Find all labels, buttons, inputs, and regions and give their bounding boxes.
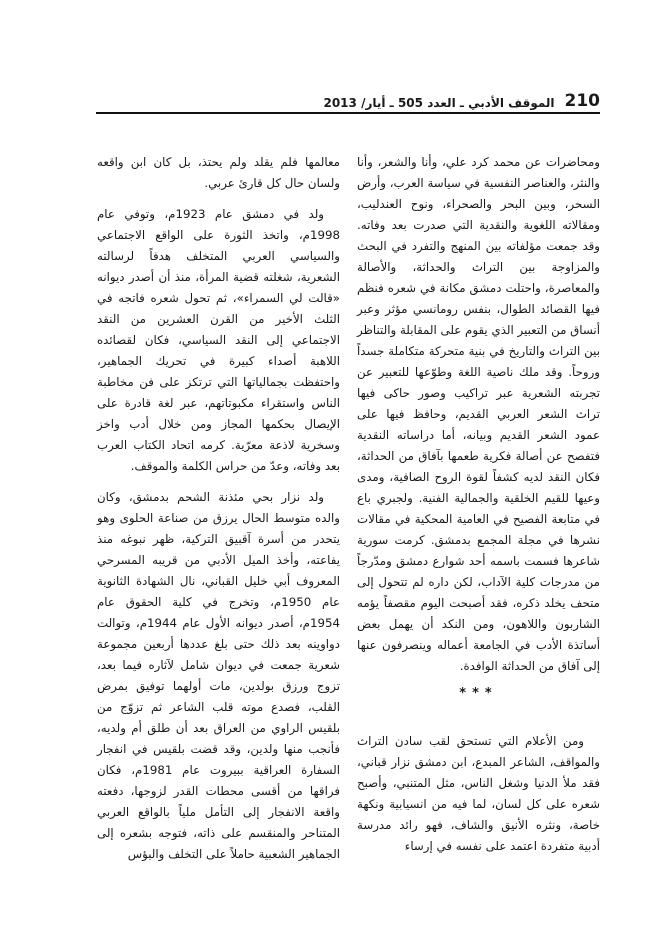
paragraph: ومحاضرات عن محمد كرد علي، وأنا والشعر، وأنا والنثر، والعناصر النفسية في سياسة العرب، وأرض السحر، وبين البحر والصحراء، ونوح العندليب، ومقالاته اللغوية والنقدية التي صدرت بعد وفاته. وقد جمعت مؤلفاته بين المنهج والتفرد في البحث والمزاوجة بين التراث والحداثة، والأصالة والمعاصرة، واحتلت دمشق مكانة في شعره فنظم فيها القصائد الطوال، بنفس رومانسي مؤثر وعبر أنساق من التعبير الذي يقوم على المقابلة والتناظر بين التراث والتاريخ في بنية متحركة متكاملة جسداً وروحاً. وقد ملك ناصية اللغة وطوّعها للتعبير عن تجربته الشعرية عبر تراكيب وصور حاكى فيها تراث الشعر العربي القديم، وحافظ فيها على عمود الشعر القديم وبيانه، أما دراساته النقدية فتفصح عن أصالة فكرية طعمها بآفاق من الحداثة، فكان النقد لديه كشفاً لقوة الروح الصافية، ومدى وعيها للقيم الخلقية والجمالية الفنية. ولجبري باع في متابعة الفصيح في العامية المحكية في مقالات نشرها في مجلة المجمع بدمشق. كرمت سورية شاعرها فسمت باسمه أحد شوارع دمشق ومدّرجاً من مدرجات كلية الآداب، لكن داره لم تتحول إلى متحف يخلد ذكره، فقد أصبحت اليوم مقصفاً يؤمه الشاربون واللاهون، ومن النكد أن يهمل بعض أساتذة الأدب في الجامعة أعماله وينصرفون عنها إلى آفاق من الحداثة الوافدة. (357, 155, 600, 673)
paragraph-gap (357, 710, 600, 731)
right-column (357, 152, 600, 857)
paragraph-gap (97, 477, 340, 487)
paragraph-gap (97, 194, 340, 204)
paragraph: ولد نزار بحي مئذنة الشحم بدمشق، وكان والده متوسط الحال يرزق من صناعة الحلوى وهو يتحدر من أسرة آقبيق التركية، ظهر نبوغه منذ يفاعته، وأخذ الميل الأدبي من قريبه المسرحي المعروف أبي خليل القباني، نال الشهادة الثانوية عام 1950م، وتخرج في كلية الحقوق عام 1954م، أصدر ديوانه الأول عام 1944م، وتوالت دواوينه بعد ذلك حتى بلغ عددها أربعين مجموعة شعرية جمعت في ديوان شامل لآثاره فيما بعد، تزوج ورزق بولدين، مات أولهما توفيق بمرض القلب، فصدع موته قلب الشاعر ثم تزوّج من بلقيس الراوي من العراق بعد أن طلق أم ولديه، فأنجب منها ولدين، وقد قضت بلقيس في انفجار السفارة العراقية ببيروت عام 1981م، فكان فراقها من أقسى محطات القدر لزوجها، دفعته واقعة الانفجار إلى التأمل ملياً بالواقع العربي المتناحر والمنقسم على ذاته، فتوجه بشعره إلى الجماهير الشعبية حاملاً على التخلف والبؤس (97, 490, 340, 861)
header-rule (96, 112, 600, 114)
paragraph: معالمها فلم يقلد ولم يحتذ، بل كان ابن واقعه ولسان حال كل قارئ عربي. (97, 155, 340, 190)
page-number: 210 (564, 91, 600, 111)
left-column (97, 152, 340, 865)
running-title: الموقف الأدبي ـ العدد 505 ـ أيار/ 2013 (323, 96, 555, 110)
section-separator: *** (459, 686, 498, 701)
paragraph: ولد في دمشق عام 1923م، وتوفي عام 1998م، واتخذ الثورة على الواقع الاجتماعي والسياسي العربي المتخلف هدفاً لرسالته الشعرية، شغلته قضية المرأة، منذ أن أصدر ديوانه «قالت لي السمراء»، ثم تحول شعره فاتجه في الثلث الأخير من القرن العشرين من النقد الاجتماعي إلى النقد السياسي، فكان لقصائده اللاهبة أصداء كبيرة في تحريك الجماهير، واحتفظت بجمالياتها التي ترتكز على فن مخاطبة الناس واستقراء مكبوتاتهم، عبر لغة قادرة على الإيصال بحكمها المجاز ومن خلال أدب واخز وسخرية لاذعة معرّية. كرمه اتحاد الكتاب العرب بعد وفاته، وعدّ من حراس الكلمة والموقف. (97, 207, 340, 473)
paragraph: ومن الأعلام التي تستحق لقب سادن التراث والمواقف، الشاعر المبدع، ابن دمشق نزار قباني، فقد ملأ الدنيا وشغل الناس، مثل المتنبي، وأصبح شعره على كل لسان، لما فيه من انسيابية ونكهة خاصة، ونثره الأنيق والشاف، فهو رائد مدرسة أدبية متفردة اعتمد على نفسه في إرساء (357, 734, 600, 853)
running-header (210, 86, 600, 112)
